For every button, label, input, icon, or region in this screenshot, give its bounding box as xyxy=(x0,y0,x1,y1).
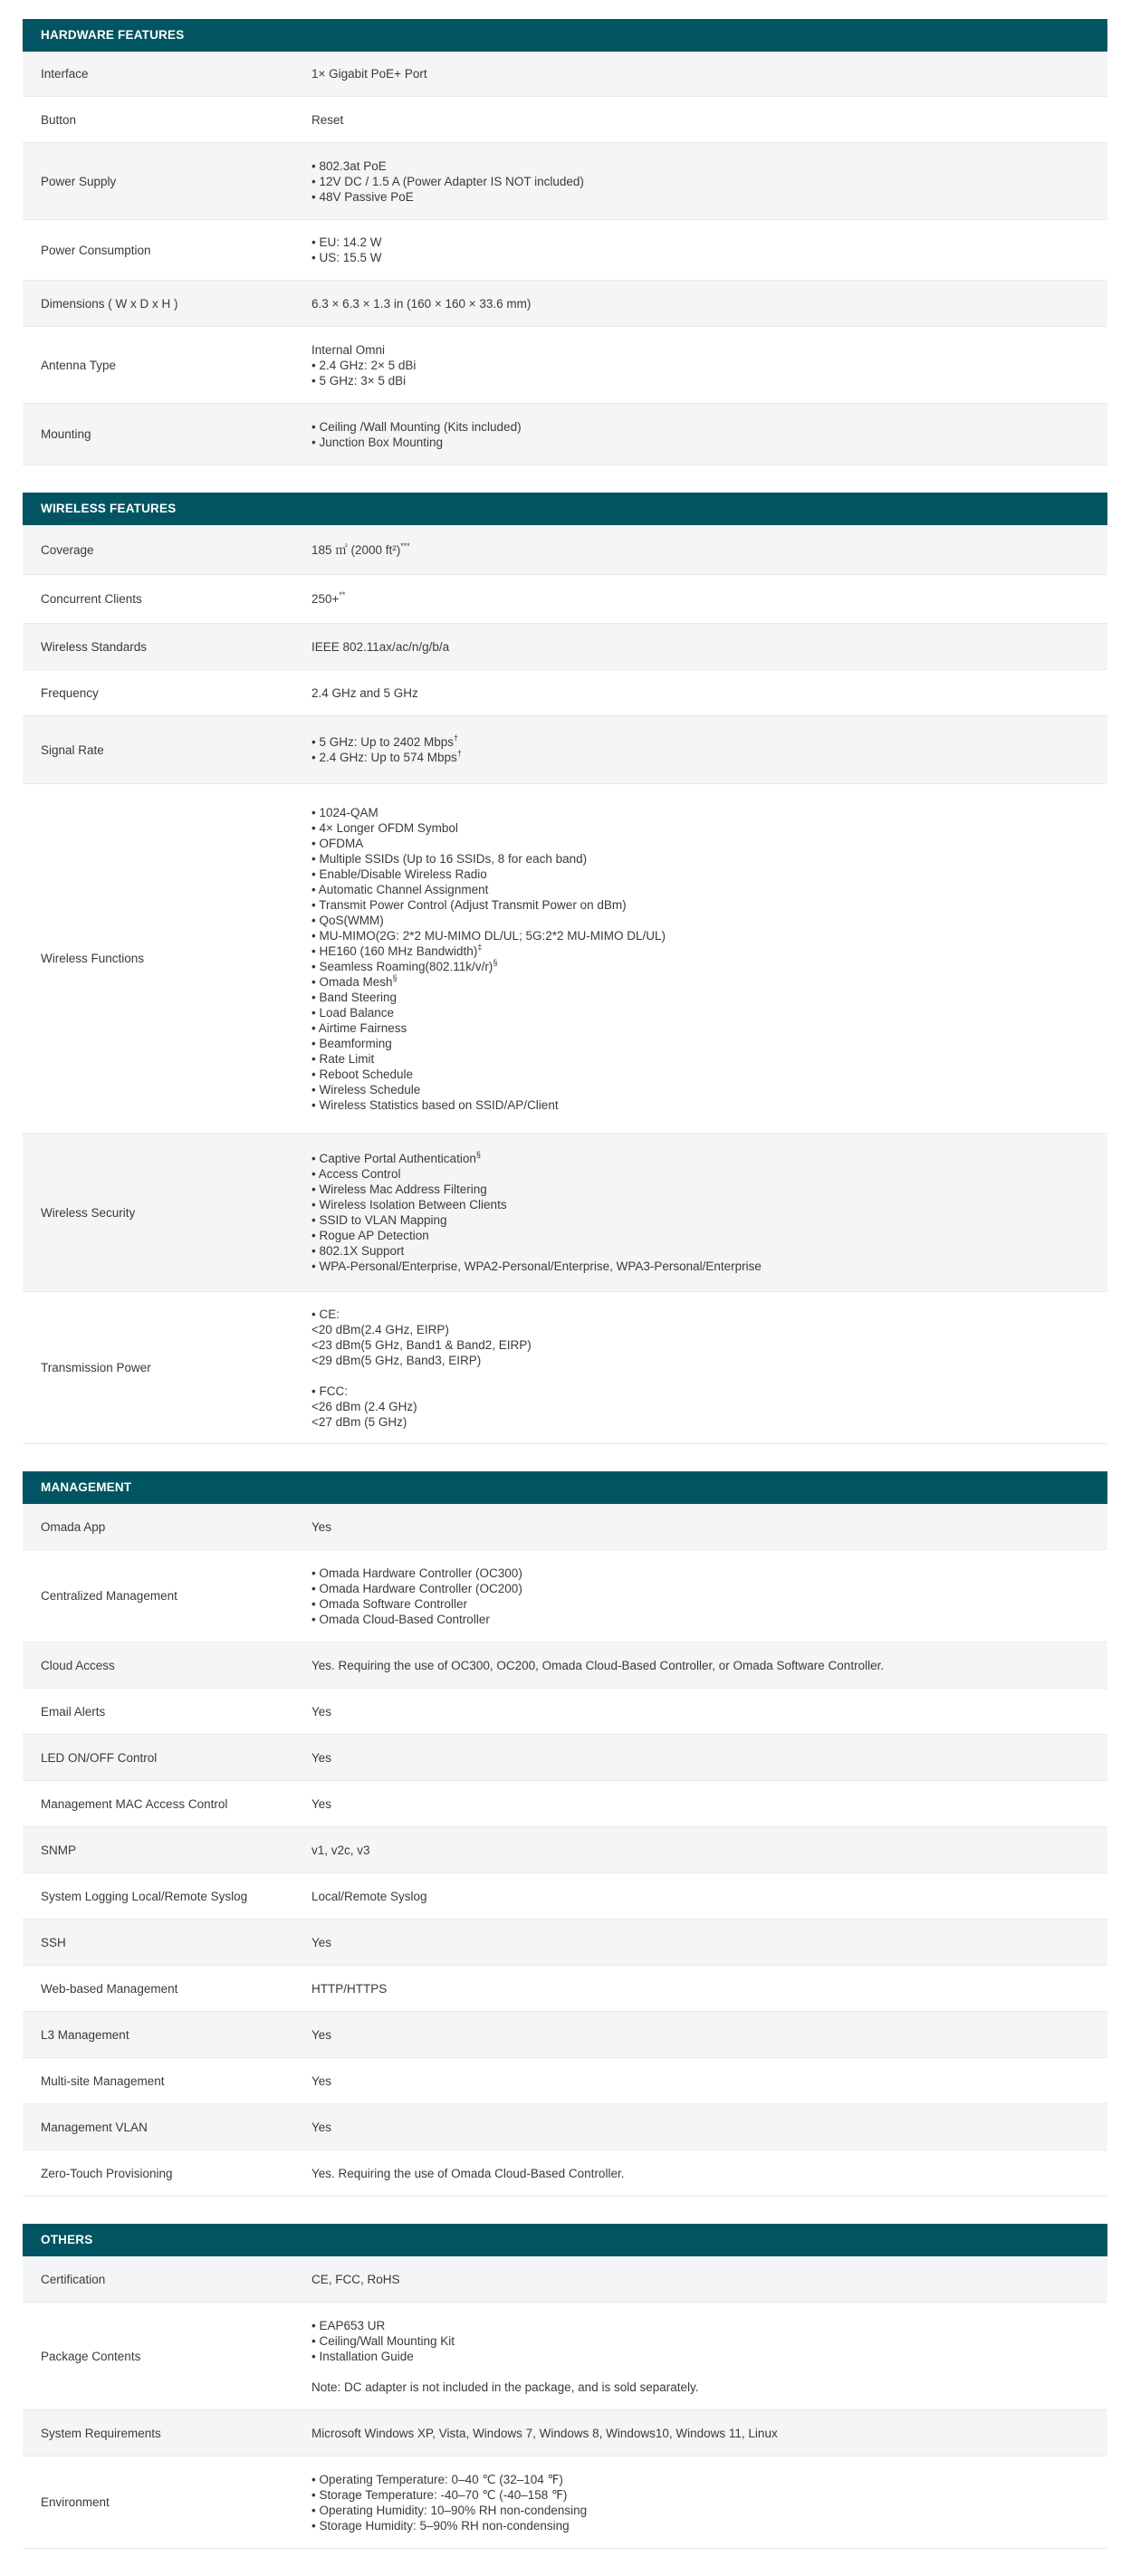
spec-label: Multi-site Management xyxy=(41,2073,165,2088)
section-hardware-features xyxy=(23,19,1107,465)
spec-label: Frequency xyxy=(41,685,99,700)
spec-value xyxy=(311,1981,1107,1997)
spec-value-line: Yes xyxy=(311,1935,332,1949)
spec-value xyxy=(311,2272,1107,2287)
spec-value-line xyxy=(311,943,1107,959)
spec-value-line: <26 dBm (2.4 GHz) xyxy=(311,1399,417,1413)
spec-value-line: • Wireless Isolation Between Clients xyxy=(311,1198,507,1211)
spec-value-line: • Omada Hardware Controller (OC200) xyxy=(311,1581,522,1595)
section-rows xyxy=(23,2256,1107,2549)
spec-row-email-alerts xyxy=(23,1689,1107,1735)
spec-value-line: <23 dBm(5 GHz, Band1 & Band2, EIRP) xyxy=(311,1337,532,1352)
spec-value-line: <29 dBm(5 GHz, Band3, EIRP) xyxy=(311,1353,482,1367)
section-rows xyxy=(23,1504,1107,2197)
spec-value-line: Yes xyxy=(311,1519,332,1534)
spec-label: Wireless Functions xyxy=(41,952,145,965)
spec-row-power-consumption xyxy=(23,220,1107,281)
spec-value-line: • Airtime Fairness xyxy=(311,1020,407,1035)
section-management xyxy=(23,1471,1107,2197)
spec-value xyxy=(311,591,1107,607)
spec-label: System Requirements xyxy=(41,2426,161,2440)
footnote-marker: † xyxy=(456,749,462,758)
spec-value-text: 185 ㎡ (2000 ft²) xyxy=(311,542,401,557)
spec-row-system-requirements xyxy=(23,2410,1107,2456)
spec-value-line: 6.3 × 6.3 × 1.3 in (160 × 160 × 33.6 mm) xyxy=(311,296,532,311)
section-header: OTHERS xyxy=(23,2224,1107,2256)
spec-value-line: • US: 15.5 W xyxy=(311,251,382,264)
spec-value-line: • MU-MIMO(2G: 2*2 MU-MIMO DL/UL; 5G:2*2 MU-MIMO DL/UL) xyxy=(311,928,666,943)
spec-value-line: • Operating Temperature: 0–40 ℃ (32–104 ℉) xyxy=(311,2472,563,2486)
spec-value-line: • Omada Software Controller xyxy=(311,1596,468,1611)
spec-row-omada-app xyxy=(23,1504,1107,1550)
spec-label: System Logging Local/Remote Syslog xyxy=(41,1889,248,1903)
spec-value-line: • 1024-QAM xyxy=(311,805,378,819)
spec-value-line: • Wireless Mac Address Filtering xyxy=(311,1183,487,1196)
spec-value-line: Reset xyxy=(311,112,344,127)
spec-value-line: • Omada Cloud-Based Controller xyxy=(311,1612,490,1626)
spec-value xyxy=(311,2027,1107,2043)
spec-value-line xyxy=(311,542,1107,558)
spec-value-line: Microsoft Windows XP, Vista, Windows 7, Windows 8, Windows10, Windows 11, Linux xyxy=(311,2426,778,2440)
spec-value-line: • OFDMA xyxy=(311,836,364,850)
spec-value xyxy=(311,734,1107,765)
footnote-marker: ** xyxy=(339,590,346,599)
spec-value-line: Yes xyxy=(311,1704,332,1719)
spec-value-line: Yes xyxy=(311,2027,332,2042)
spec-value-line: • 5 GHz: 3× 5 dBi xyxy=(311,373,407,388)
spec-value-text: • Seamless Roaming(802.11k/v/r) xyxy=(311,959,493,973)
spec-label: Centralized Management xyxy=(41,1589,177,1603)
spec-value-line: • Load Balance xyxy=(311,1005,395,1020)
spec-value-line xyxy=(311,734,1107,750)
section-header: WIRELESS FEATURES xyxy=(23,493,1107,525)
spec-value-line: • Enable/Disable Wireless Radio xyxy=(311,867,487,881)
spec-value-line: Yes. Requiring the use of Omada Cloud-Based Controller. xyxy=(311,2166,625,2180)
spec-value xyxy=(311,2166,1107,2181)
spec-value-line: Yes xyxy=(311,1796,332,1811)
spec-value-line: Internal Omni xyxy=(311,342,386,357)
spec-row-mounting xyxy=(23,404,1107,465)
footnote-marker: § xyxy=(392,972,398,982)
spec-value-line: • Operating Humidity: 10–90% RH non-condensing xyxy=(311,2503,588,2517)
spec-label: Button xyxy=(41,112,77,127)
spec-value-line: • Rate Limit xyxy=(311,1051,375,1066)
spec-value-line: • 48V Passive PoE xyxy=(311,189,414,204)
spec-label: Environment xyxy=(41,2495,110,2509)
spec-row-dimensions-w-x-d-x-h xyxy=(23,281,1107,327)
section-header: MANAGEMENT xyxy=(23,1471,1107,1504)
spec-row-management-vlan xyxy=(23,2104,1107,2150)
spec-value-line: • Beamforming xyxy=(311,1036,392,1050)
spec-value-line: • 2.4 GHz: 2× 5 dBi xyxy=(311,358,417,372)
spec-value xyxy=(311,2073,1107,2089)
spec-value-line: • Rogue AP Detection xyxy=(311,1229,429,1242)
spec-row-interface xyxy=(23,52,1107,97)
spec-value-line: • Band Steering xyxy=(311,990,398,1004)
spec-row-zero-touch-provisioning xyxy=(23,2150,1107,2197)
spec-value-line: Yes. Requiring the use of OC300, OC200, Omada Cloud-Based Controller, or Omada Software Controller. xyxy=(311,1658,885,1672)
spec-row-system-logging-local-remote-syslog xyxy=(23,1873,1107,1920)
spec-row-cloud-access xyxy=(23,1642,1107,1689)
spec-value-line: • QoS(WMM) xyxy=(311,913,384,927)
footnote-marker: § xyxy=(475,1150,481,1159)
spec-row-transmission-power xyxy=(23,1292,1107,1444)
spec-value-line xyxy=(311,959,1107,974)
spec-row-concurrent-clients xyxy=(23,575,1107,624)
spec-row-antenna-type xyxy=(23,327,1107,404)
spec-value-line: Yes xyxy=(311,1750,332,1765)
spec-value-line: HTTP/HTTPS xyxy=(311,1981,388,1996)
spec-value xyxy=(311,685,1107,701)
spec-label: Management VLAN xyxy=(41,2120,148,2134)
spec-row-management-mac-access-control xyxy=(23,1781,1107,1827)
spec-value xyxy=(311,342,1107,388)
spec-label: Zero-Touch Provisioning xyxy=(41,2166,173,2180)
spec-value-line: <27 dBm (5 GHz) xyxy=(311,1414,407,1429)
spec-row-package-contents xyxy=(23,2303,1107,2410)
spec-row-button xyxy=(23,97,1107,143)
spec-value xyxy=(311,1843,1107,1858)
spec-value-line: • Reboot Schedule xyxy=(311,1067,414,1081)
spec-value-line: • EU: 14.2 W xyxy=(311,235,382,249)
spec-row-l3-management xyxy=(23,2012,1107,2058)
spec-value-line: 1× Gigabit PoE+ Port xyxy=(311,67,427,81)
section-others xyxy=(23,2224,1107,2549)
spacer xyxy=(311,1368,1107,1384)
spec-value-line: v1, v2c, v3 xyxy=(311,1843,370,1857)
spec-value xyxy=(311,2120,1107,2135)
spec-label: Power Consumption xyxy=(41,243,151,257)
spec-row-wireless-security xyxy=(23,1134,1107,1292)
spec-row-certification xyxy=(23,2256,1107,2303)
spec-label: Power Supply xyxy=(41,174,117,188)
spec-label: Web-based Management xyxy=(41,1981,178,1996)
spec-row-wireless-standards xyxy=(23,624,1107,670)
spec-value-line: • Access Control xyxy=(311,1167,401,1181)
spec-value-line: • EAP653 UR xyxy=(311,2318,386,2332)
spec-value-text: • Captive Portal Authentication xyxy=(311,1152,476,1165)
spec-value xyxy=(311,2318,1107,2395)
spec-value xyxy=(311,1935,1107,1950)
spec-value xyxy=(311,158,1107,205)
spec-label: Dimensions ( W x D x H ) xyxy=(41,296,178,311)
spec-value-line xyxy=(311,591,1107,607)
spec-label: Cloud Access xyxy=(41,1658,115,1672)
spec-label: Wireless Security xyxy=(41,1205,136,1220)
spec-value xyxy=(311,1658,1107,1673)
spec-value-line: <20 dBm(2.4 GHz, EIRP) xyxy=(311,1322,449,1336)
spec-value xyxy=(311,1151,1107,1274)
spec-value-line: • FCC: xyxy=(311,1384,348,1398)
spec-value-line xyxy=(311,974,1107,990)
spec-label: Antenna Type xyxy=(41,358,117,372)
spec-label: Concurrent Clients xyxy=(41,592,142,606)
spec-row-web-based-management xyxy=(23,1966,1107,2012)
spec-label: SSH xyxy=(41,1935,66,1949)
spec-value xyxy=(311,805,1107,1113)
spec-value-line: • WPA-Personal/Enterprise, WPA2-Personal/Enterprise, WPA3-Personal/Enterprise xyxy=(311,1259,762,1273)
spec-label: Management MAC Access Control xyxy=(41,1796,228,1811)
spec-value xyxy=(311,1519,1107,1535)
spec-value-text: • 2.4 GHz: Up to 574 Mbps xyxy=(311,751,457,764)
spec-value-line: Yes xyxy=(311,2120,332,2134)
spec-value-line xyxy=(311,750,1107,765)
spec-label: Transmission Power xyxy=(41,1361,151,1374)
spacer xyxy=(311,2364,1107,2380)
spec-value-text: • 5 GHz: Up to 2402 Mbps xyxy=(311,735,455,749)
spec-value xyxy=(311,235,1107,265)
spec-value-line: • Storage Humidity: 5–90% RH non-condensing xyxy=(311,2518,570,2533)
spec-row-snmp xyxy=(23,1827,1107,1873)
spec-value-text: • HE160 (160 MHz Bandwidth) xyxy=(311,943,478,958)
spec-label: Wireless Standards xyxy=(41,639,148,654)
spec-row-coverage xyxy=(23,525,1107,575)
spec-value-line: • Ceiling /Wall Mounting (Kits included) xyxy=(311,419,522,434)
spec-value xyxy=(311,1750,1107,1766)
spec-value xyxy=(311,296,1107,311)
spec-value-line: Local/Remote Syslog xyxy=(311,1889,427,1903)
spec-value-line xyxy=(311,1151,1107,1166)
footnote-marker: § xyxy=(493,957,498,967)
spec-value xyxy=(311,1704,1107,1719)
spec-value-line: CE, FCC, RoHS xyxy=(311,2272,400,2286)
spec-label: Package Contents xyxy=(41,2349,141,2363)
section-wireless-features xyxy=(23,493,1107,1444)
spec-value-line: Note: DC adapter is not included in the package, and is sold separately. xyxy=(311,2380,699,2394)
spec-label: Signal Rate xyxy=(41,742,104,757)
spec-label: Coverage xyxy=(41,542,94,557)
spec-row-led-on-off-control xyxy=(23,1735,1107,1781)
spec-value-line: • Installation Guide xyxy=(311,2349,414,2363)
spec-value-line: • Transmit Power Control (Adjust Transmit Power on dBm) xyxy=(311,897,627,912)
spec-label: L3 Management xyxy=(41,2027,129,2042)
spec-value-line: • 12V DC / 1.5 A (Power Adapter IS NOT included) xyxy=(311,174,584,188)
spec-label: LED ON/OFF Control xyxy=(41,1750,158,1765)
spec-value-line: • CE: xyxy=(311,1307,340,1321)
spec-row-environment xyxy=(23,2456,1107,2549)
spec-value-line: 2.4 GHz and 5 GHz xyxy=(311,685,418,700)
spec-row-multi-site-management xyxy=(23,2058,1107,2104)
spec-label: Mounting xyxy=(41,427,91,441)
section-rows xyxy=(23,52,1107,465)
spec-label: Certification xyxy=(41,2272,106,2286)
spec-label: Interface xyxy=(41,67,89,81)
spec-value-line: • 802.1X Support xyxy=(311,1244,405,1258)
spec-row-ssh xyxy=(23,1920,1107,1966)
spec-value-line: • Multiple SSIDs (Up to 16 SSIDs, 8 for each band) xyxy=(311,851,588,866)
spec-value xyxy=(311,2472,1107,2533)
spec-value xyxy=(311,66,1107,81)
spec-row-power-supply xyxy=(23,143,1107,220)
spec-value-line: • Wireless Schedule xyxy=(311,1082,421,1096)
spec-row-centralized-management xyxy=(23,1550,1107,1642)
footnote-marker: † xyxy=(454,733,459,742)
spec-value-line: • Automatic Channel Assignment xyxy=(311,882,489,896)
spec-value-line: Yes xyxy=(311,2073,332,2088)
spec-value xyxy=(311,2426,1107,2441)
spec-label: Omada App xyxy=(41,1519,106,1534)
spec-value xyxy=(311,1307,1107,1430)
spec-value-line: • Junction Box Mounting xyxy=(311,435,444,449)
spec-value xyxy=(311,1566,1107,1627)
spec-value xyxy=(311,419,1107,450)
section-rows xyxy=(23,525,1107,1444)
spec-row-wireless-functions xyxy=(23,784,1107,1134)
spec-value-text: 250+ xyxy=(311,592,340,606)
spec-value xyxy=(311,112,1107,128)
spec-value-line: • Wireless Statistics based on SSID/AP/Client xyxy=(311,1097,559,1112)
spec-value xyxy=(311,542,1107,558)
footnote-marker: ‡ xyxy=(477,942,483,952)
spec-table xyxy=(23,19,1107,2576)
spec-value-line: • Omada Hardware Controller (OC300) xyxy=(311,1566,522,1580)
spec-value-line: • 802.3at PoE xyxy=(311,158,387,173)
footnote-marker: *** xyxy=(400,541,410,551)
spec-value-line: • 4× Longer OFDM Symbol xyxy=(311,820,458,835)
spec-value-line: • Ceiling/Wall Mounting Kit xyxy=(311,2333,455,2348)
spec-label: SNMP xyxy=(41,1843,77,1857)
spec-row-signal-rate xyxy=(23,716,1107,784)
spec-value xyxy=(311,1796,1107,1812)
spec-label: Email Alerts xyxy=(41,1704,106,1719)
spec-value-line: • Storage Temperature: -40–70 ℃ (-40–158 ℉) xyxy=(311,2487,568,2502)
spec-value-line: IEEE 802.11ax/ac/n/g/b/a xyxy=(311,639,450,654)
section-header: HARDWARE FEATURES xyxy=(23,19,1107,52)
spec-value-text: • Omada Mesh xyxy=(311,974,393,989)
spec-row-frequency xyxy=(23,670,1107,716)
spec-value-line: • SSID to VLAN Mapping xyxy=(311,1213,447,1227)
spec-value xyxy=(311,1889,1107,1904)
spec-value xyxy=(311,639,1107,655)
